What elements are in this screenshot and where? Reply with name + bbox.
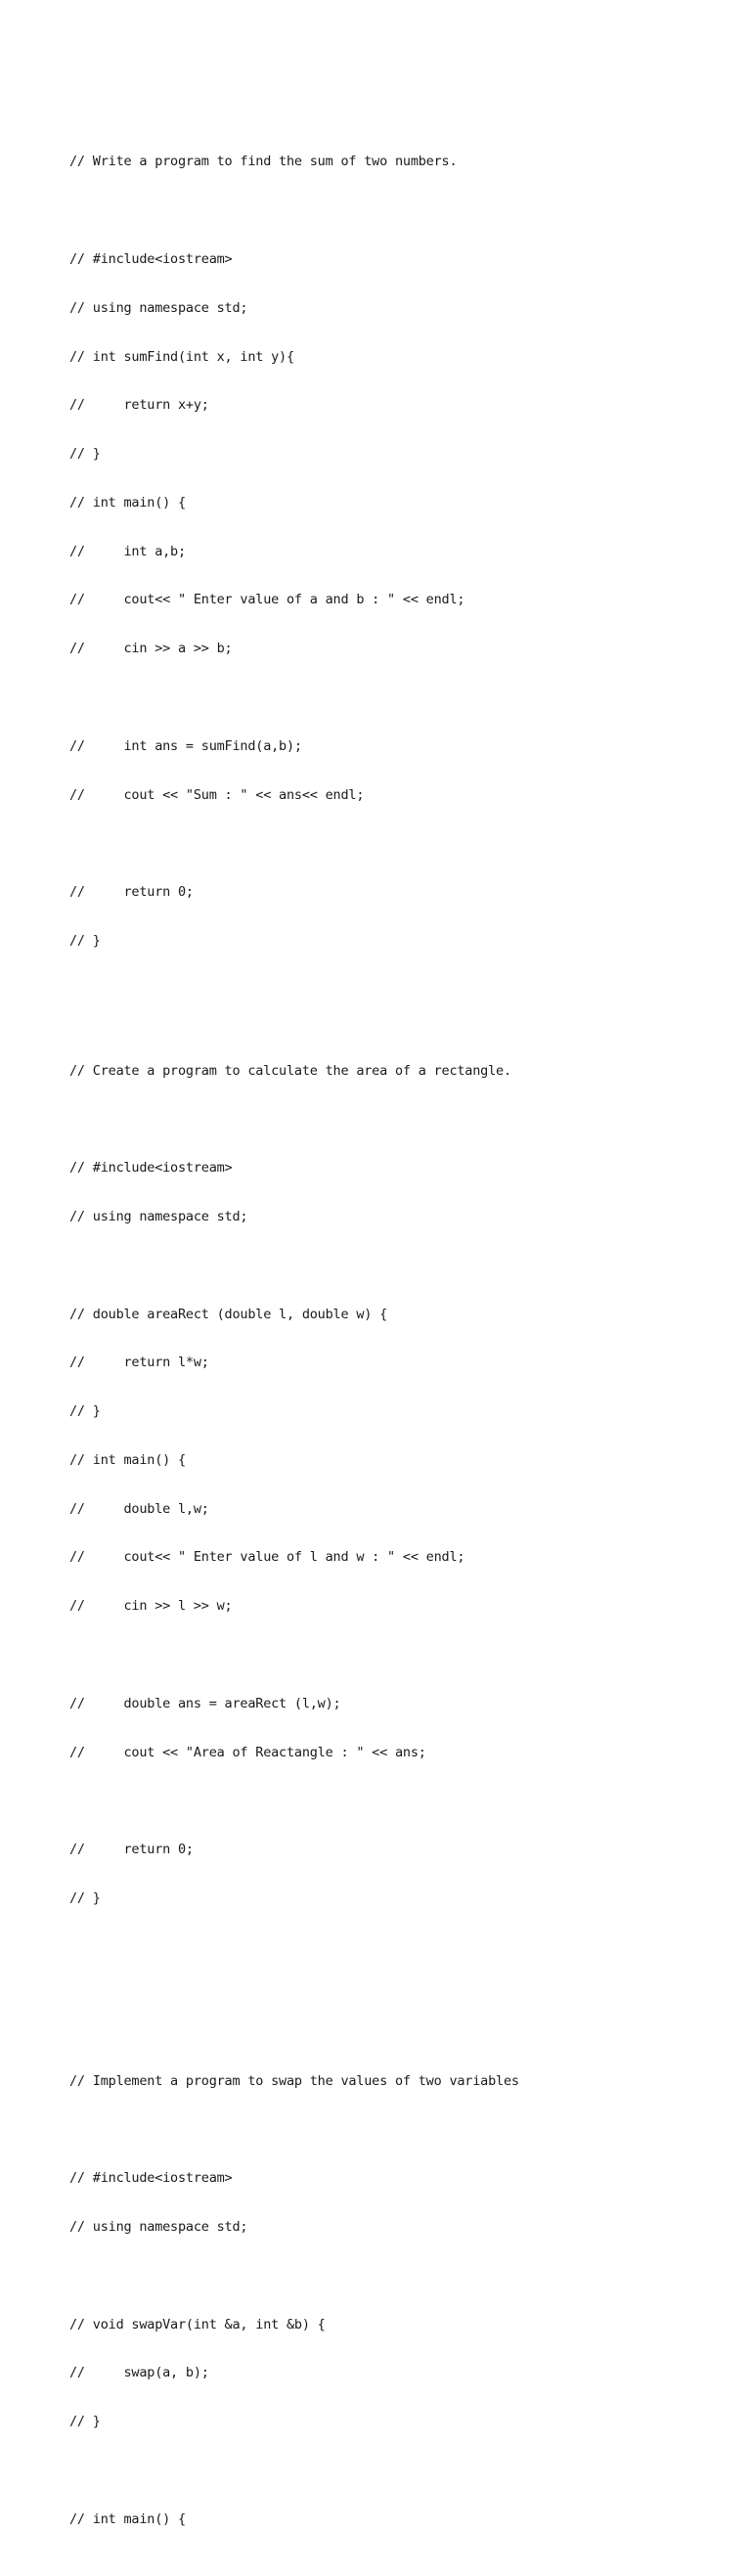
code-line: // } [69,446,101,463]
code-listing [69,89,715,2576]
section-heading-swap: // Implement a program to swap the values of two variables [69,2072,519,2089]
code-line: // #include<iostream> [69,250,233,267]
code-line: // cout<< " Enter value of a and b : " << endl; [69,592,465,608]
section-heading-rectangle: // Create a program to calculate the area of a rectangle. [69,1062,511,1079]
blank-line [69,2463,715,2479]
code-line: // using namespace std; [69,299,248,316]
code-line: // return x+y; [69,397,209,414]
code-line: // double ans = areaRect (l,w); [69,1695,341,1711]
code-line: // cin >> l >> w; [69,1598,233,1615]
blank-line [69,982,715,999]
blank-line [69,1111,715,1128]
blank-line [69,689,715,706]
code-line: // int main() { [69,494,186,511]
code-line: // } [69,2414,101,2430]
code-line: // void swapVar(int &a, int &b) { [69,2316,326,2332]
code-line: // cout << "Sum : " << ans<< endl; [69,786,365,803]
blank-line [69,1258,715,1274]
code-line: // #include<iostream> [69,2170,233,2187]
blank-line [69,835,715,852]
section-heading-sum: // Write a program to find the sum of two numbers. [69,154,458,170]
code-line: // int main() { [69,1451,186,1468]
code-line: // cin >> a >> b; [69,641,233,657]
code-line: // } [69,1889,101,1906]
code-line: // using namespace std; [69,2219,248,2235]
code-line: // int sumFind(int x, int y){ [69,348,294,365]
blank-line [69,202,715,219]
code-line: // double l,w; [69,1500,209,1517]
blank-line [69,2121,715,2138]
code-line: // cout << "Area of Reactangle : " << ans; [69,1744,426,1760]
code-line: // return 0; [69,1842,194,1858]
code-line: // int ans = sumFind(a,b); [69,737,302,754]
code-line: // swap(a, b); [69,2365,209,2381]
code-line: // cout<< " Enter value of l and w : " << endl; [69,1549,465,1566]
blank-line [69,2268,715,2285]
code-line: // } [69,1403,101,1420]
code-line: // double areaRect (double l, double w) { [69,1306,388,1322]
code-line: // #include<iostream> [69,1160,233,1177]
code-line: // return 0; [69,884,194,901]
blank-line [69,1647,715,1664]
code-line: // int a,b; [69,543,186,559]
code-line: // } [69,932,101,949]
code-line: // using namespace std; [69,1208,248,1224]
code-line: // int main() { [69,2510,186,2527]
blank-line [69,1793,715,1809]
code-line: // return l*w; [69,1355,209,1371]
section-spacer [69,1955,715,2008]
